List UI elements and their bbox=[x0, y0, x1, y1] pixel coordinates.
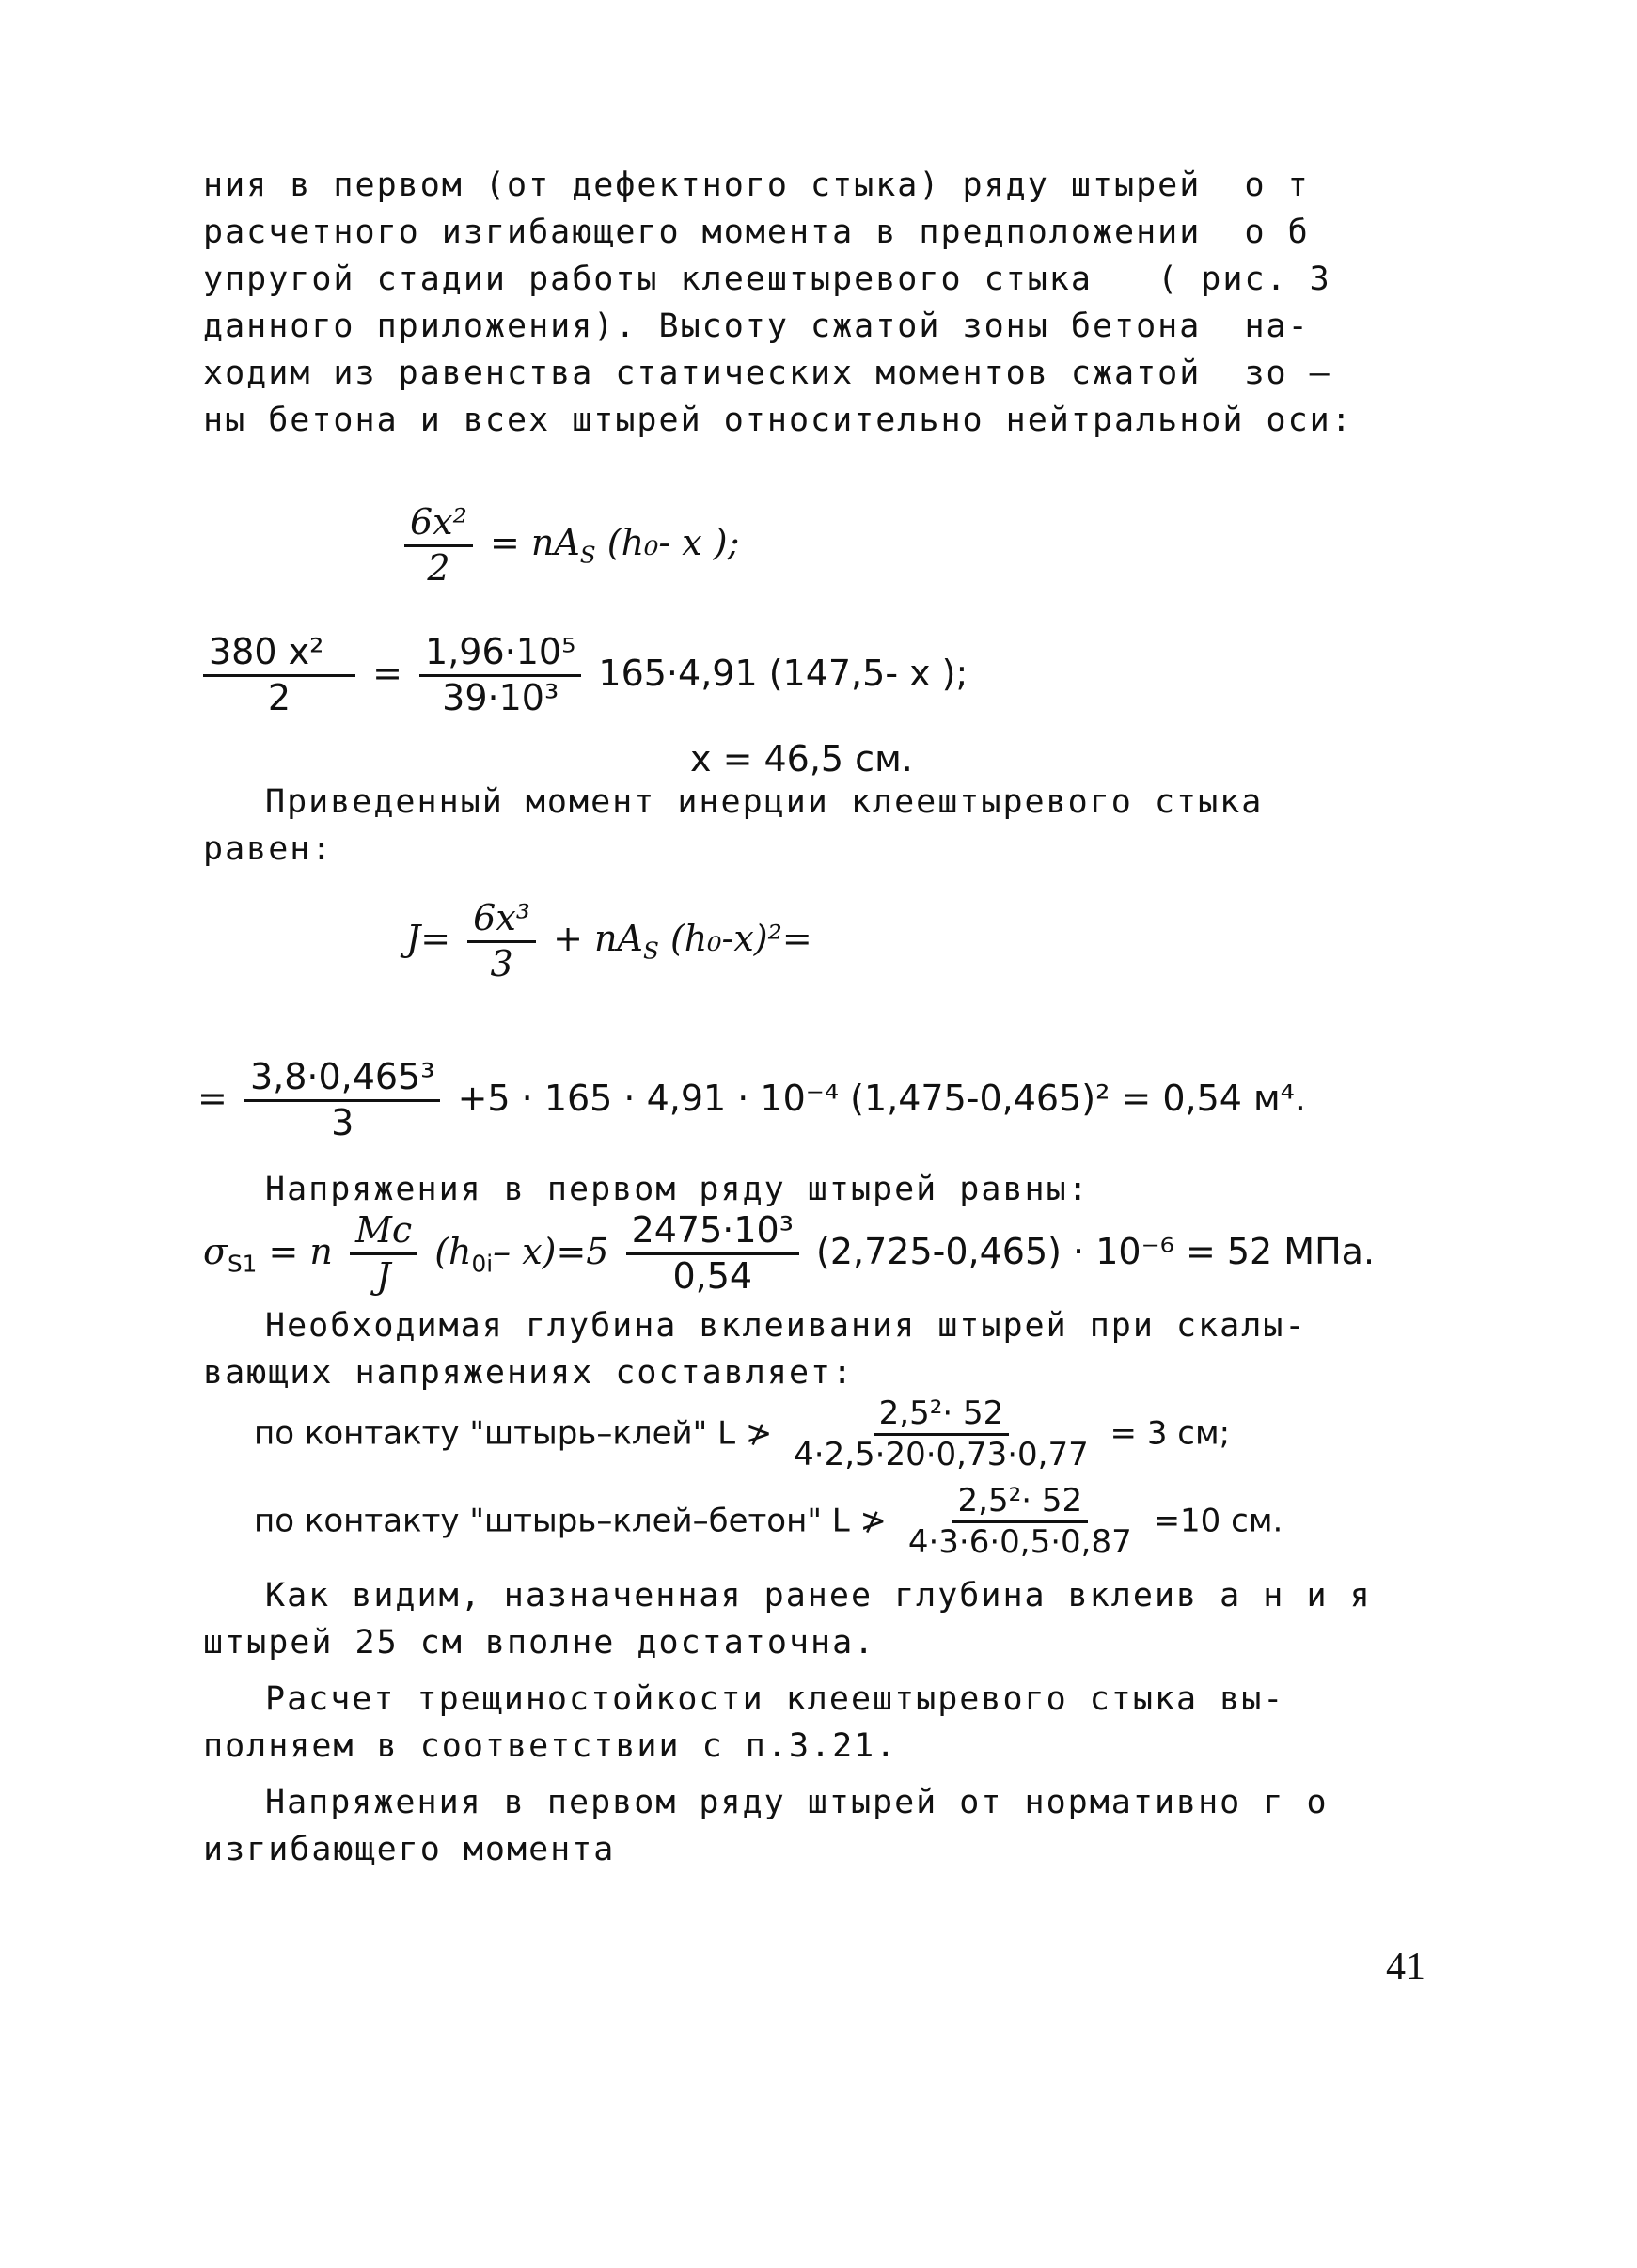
eq-tail2: (h₀-x)²= bbox=[669, 917, 812, 959]
text-line: Приведенный момент инерции клеештыревого стыка bbox=[265, 783, 1264, 821]
equals-sign: = bbox=[372, 652, 402, 694]
equation-static-moments bbox=[399, 503, 739, 589]
fraction bbox=[244, 1058, 441, 1143]
text-line: вающих напряжениях составляет: bbox=[203, 1354, 855, 1392]
text-line: Напряжения в первом ряду штырей равны: bbox=[265, 1171, 1090, 1208]
denominator: 2 bbox=[427, 546, 450, 589]
eq-tail: =10 см. bbox=[1153, 1502, 1283, 1540]
sigma-symbol: σ bbox=[203, 1230, 228, 1272]
denominator: 39·10³ bbox=[442, 676, 559, 718]
eq-lhs: J= bbox=[406, 917, 451, 959]
equals-sign: = bbox=[197, 1077, 228, 1119]
text-line: Напряжения в первом ряду штырей от нормативно г о bbox=[265, 1784, 1329, 1821]
text-line: равен: bbox=[203, 830, 334, 868]
eq-n: = n bbox=[268, 1230, 333, 1272]
text-line: штырей 25 см вполне достаточна. bbox=[203, 1624, 876, 1662]
text-line: Как видим, назначенная ранее глубина вклеив а н и я bbox=[265, 1577, 1372, 1614]
eq-tail: + nA bbox=[553, 917, 643, 959]
denominator: 4·3·6·0,5·0,87 bbox=[907, 1523, 1132, 1562]
eq-tail: +5 · 165 · 4,91 · 10⁻⁴ (1,475-0,465)² = 0,54 м⁴. bbox=[457, 1077, 1306, 1119]
eq-sub: S1 bbox=[227, 1250, 258, 1278]
numerator: 3,8·0,465³ bbox=[244, 1058, 441, 1102]
equation-substitution bbox=[197, 633, 968, 718]
fraction bbox=[467, 899, 536, 984]
denominator: 4·2,5·20·0,73·0,77 bbox=[794, 1436, 1089, 1474]
eq-tail: = 3 см; bbox=[1110, 1414, 1231, 1453]
fraction bbox=[350, 1211, 417, 1297]
equation-depth-glue bbox=[254, 1396, 1230, 1473]
fraction bbox=[203, 633, 355, 718]
eq-label: по контакту "штырь–клей–бетон" L ≯ bbox=[254, 1502, 888, 1540]
text-line: полняем в соответствии с п.3.21. bbox=[203, 1727, 898, 1765]
numerator: 380 x² bbox=[203, 633, 355, 677]
numerator: 2,5²· 52 bbox=[952, 1484, 1089, 1523]
eq-mid2: – x)=5 bbox=[493, 1230, 609, 1272]
eq-label: по контакту "штырь–клей" L ≯ bbox=[254, 1414, 773, 1453]
text-line: данного приложения). Высоту сжатой зоны бетона на- bbox=[203, 307, 1310, 345]
eq-sub: S bbox=[579, 541, 596, 569]
denominator: J bbox=[376, 1254, 391, 1297]
equation-result-x: x = 46,5 см. bbox=[690, 738, 913, 780]
fraction bbox=[626, 1211, 799, 1297]
denominator: 2 bbox=[267, 676, 291, 718]
numerator: 2475·10³ bbox=[626, 1211, 799, 1255]
eq-tail: (2,725-0,465) · 10⁻⁶ = 52 МПа. bbox=[816, 1230, 1376, 1272]
text-line: ны бетона и всех штырей относительно нейтральной оси: bbox=[203, 402, 1353, 439]
eq-rhs-tail: (h₀- x ); bbox=[606, 521, 740, 563]
text-line: Расчет трещиностойкости клеештыревого стыка вы- bbox=[265, 1680, 1285, 1718]
eq-tail: 165·4,91 (147,5- x ); bbox=[598, 652, 968, 694]
numerator: 2,5²· 52 bbox=[874, 1396, 1010, 1436]
equation-stress bbox=[203, 1211, 1375, 1297]
page-number: 41 bbox=[1386, 1945, 1425, 1989]
fraction bbox=[903, 1484, 1138, 1561]
text-line: Необходимая глубина вклеивания штырей при скалы- bbox=[265, 1307, 1307, 1345]
denominator: 0,54 bbox=[672, 1254, 753, 1297]
fraction bbox=[404, 503, 473, 589]
eq-rhs: = nA bbox=[489, 521, 580, 563]
text-line: ходим из равенства статических моментов сжатой зо – bbox=[203, 354, 1331, 392]
fraction bbox=[419, 633, 581, 718]
fraction bbox=[788, 1396, 1094, 1473]
numerator: 1,96·10⁵ bbox=[419, 633, 581, 677]
eq-mid: (h bbox=[434, 1230, 472, 1272]
equation-inertia-value bbox=[197, 1058, 1306, 1143]
eq-sub: 0i bbox=[471, 1250, 494, 1278]
numerator: 6x³ bbox=[467, 899, 536, 943]
text-line: изгибающего момента bbox=[203, 1831, 616, 1868]
numerator: 6x² bbox=[404, 503, 473, 547]
text-line: расчетного изгибающего момента в предположении о б bbox=[203, 213, 1310, 251]
text-line: ния в первом (от дефектного стыка) ряду штырей о т bbox=[203, 166, 1310, 204]
numerator: Mc bbox=[350, 1211, 417, 1255]
denominator: 3 bbox=[490, 942, 513, 984]
denominator: 3 bbox=[331, 1101, 354, 1143]
equation-inertia bbox=[406, 899, 812, 984]
eq-sub: S bbox=[642, 937, 659, 965]
equation-depth-concrete bbox=[254, 1484, 1283, 1561]
text-line: упругой стадии работы клеештыревого стыка ( рис. 3 bbox=[203, 260, 1331, 298]
